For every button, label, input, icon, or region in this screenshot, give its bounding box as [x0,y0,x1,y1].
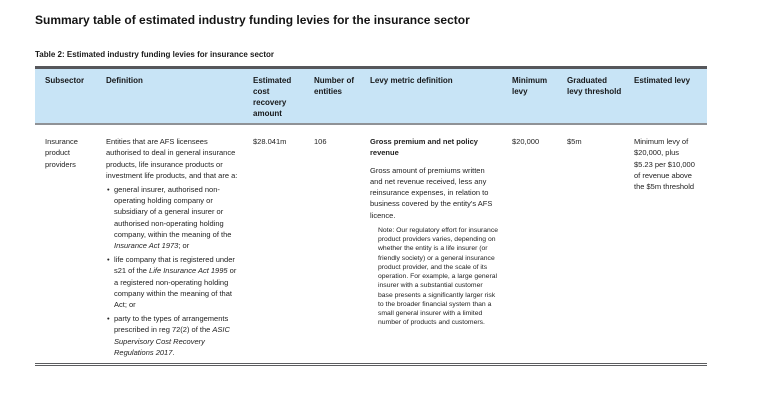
cell-levy-metric-definition [364,124,506,365]
levy-metric-description: Gross amount of premiums written and net revenue received, less any reinsurance expenses, in relation to business covered by the entity's AFS licence. [370,165,493,220]
act-reference: Life Insurance Act 1995 [149,266,228,276]
definition-intro: Entities that are AFS licensees authorised to deal in general insurance products, life insurance products or investment life products, and that are a: [106,137,238,180]
cell-number-of-entities: 106 [308,124,364,365]
col-header-subsector: Subsector [35,68,100,125]
definition-bullet-party-arrangements [106,313,239,358]
act-reference: Insurance Act 1973 [114,241,179,251]
col-header-estimated-cost-recovery-amount: Estimated cost recovery amount [247,68,308,125]
levy-metric-note: Note: Our regulatory effort for insurance product providers varies, depending on whether the entity is a life insurer (or friendly society) or a general insurance product provider, and the scale of its operation. For example, a large general insurer with a substantial customer base presents a significantly larger risk to the broader financial system than a small general insurer with a limited number of products and customers. [378,227,499,327]
act-reference: ASIC Supervisory Cost Recovery Regulations 2017 [114,325,230,357]
bullet-text: or a registered non-operating holding company within the meaning of that Act; or [114,266,237,310]
cell-estimated-cost-recovery-amount: $28.041m [247,124,308,365]
bullet-text: . [172,347,175,357]
bullet-text: ; or [178,241,190,251]
cell-minimum-levy: $20,000 [506,124,561,365]
cell-graduated-levy-threshold: $5m [561,124,628,365]
col-header-definition: Definition [100,68,247,125]
col-header-minimum-levy: Minimum levy [506,68,561,125]
definition-bullet-life-company [106,254,239,310]
cell-subsector: Insurance product providers [35,124,100,365]
cell-definition [100,124,247,365]
definition-bullet-general-insurer [106,184,239,252]
cell-estimated-levy: Minimum levy of $20,000, plus $5.23 per $10,000 of revenue above the $5m threshold [628,124,707,365]
col-header-estimated-levy: Estimated levy [628,68,707,125]
table-caption: Table 2: Estimated industry funding levies for insurance sector [35,50,275,59]
definition-bullet-list [106,184,239,358]
page-title: Summary table of estimated industry funding levies for the insurance sector [35,13,470,27]
col-header-graduated-levy-threshold: Graduated levy threshold [561,68,628,125]
col-header-number-of-entities: Number of entities [308,68,364,125]
table-header-row [35,68,707,125]
bullet-text: general insurer, authorised non-operating holding company or subsidiary of a general insurer or authorised non-operating holding company, within the meaning of the [114,184,232,239]
table-row-insurance-product-providers [35,124,707,365]
bullet-text: party to the types of arrangements prescribed in reg 72(2) of the [114,313,229,335]
levy-metric-heading: Gross premium and net policy revenue [370,137,478,158]
col-header-levy-metric-definition: Levy metric definition [364,68,506,125]
levies-table [35,66,707,366]
bullet-text: life company that is registered under s21 of the [114,254,235,276]
